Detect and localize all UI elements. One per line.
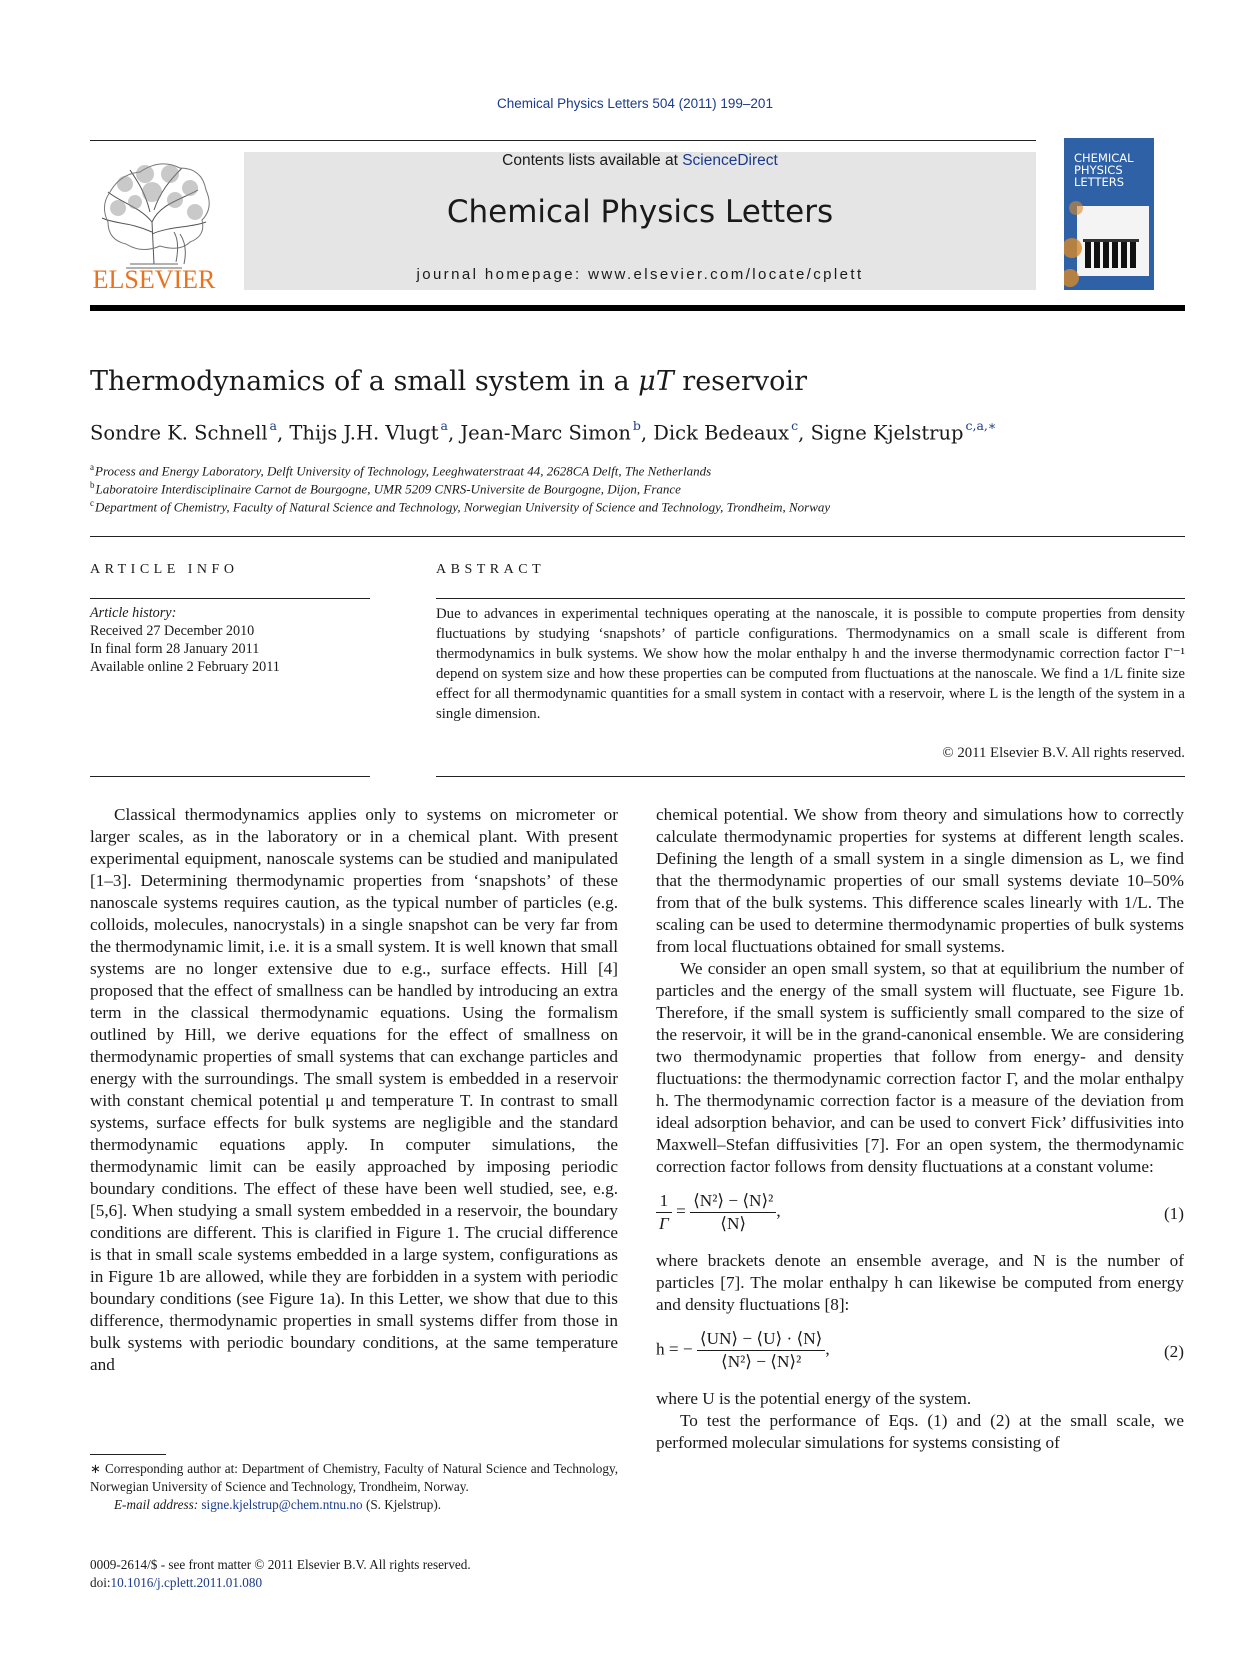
footnote-rule: [90, 1454, 166, 1455]
author-name: Signe Kjelstrup: [810, 421, 964, 445]
author-affiliation-mark[interactable]: b: [632, 418, 641, 433]
elsevier-logo: [90, 152, 218, 292]
cover-title: CHEMICAL PHYSICS LETTERS: [1074, 151, 1134, 189]
section-rule: [90, 536, 1185, 537]
abstract-bottom-rule: [436, 776, 1185, 777]
author-affiliation-mark[interactable]: c: [791, 418, 799, 433]
svg-text:ELSEVIER: ELSEVIER: [92, 265, 216, 292]
front-matter: [90, 1556, 471, 1592]
author-name: Jean-Marc Simon: [460, 421, 631, 445]
equation-2: h = − $\frac{⟨UN⟩ - ⟨U⟩ \cdot ⟨N⟩}{\text{⟨N²⟩ − ⟨N⟩²}}$ , (2): [656, 1329, 1184, 1371]
author-affiliation-mark[interactable]: a: [440, 418, 448, 433]
doi-link[interactable]: 10.1016/j.cplett.2011.01.080: [110, 1575, 263, 1590]
body-paragraph: where U is the potential energy of the system.: [656, 1389, 972, 1408]
author-list: Sondre K. Schnell $^a$, Thijs J.H. Vlugt $^a$, Jean-Marc Simon $^b$, Dick Bedeaux $^c$, Signe Kjelstrup $^{c,a,∗}$: [90, 418, 997, 445]
body-column-right: [656, 804, 1184, 1454]
affiliation-c: $^c$Department of Chemistry, Faculty of Natural Science and Technology, Norwegian University of Science and Technology, Trondheim, Norway: [90, 498, 831, 515]
article-title: Thermodynamics of a small system in a μT reservoir: [90, 366, 807, 397]
abstract-heading: ABSTRACT: [436, 562, 546, 577]
body-paragraph: where brackets denote an ensemble average, and N is the number of particles [7]. The molar enthalpy h can likewise be computed from energy and density fluctuations [8]:: [656, 1251, 1184, 1314]
body-paragraph: To test the performance of Eqs. (1) and (2) at the small scale, we performed molecular simulations for systems consisting of: [656, 1411, 1184, 1452]
article-history: [90, 604, 280, 676]
body-paragraph: We consider an open small system, so that at equilibrium the number of particles and the energy of the small system will fluctuate, see Figure 1b. Therefore, if the small system is sufficiently small compared to the size of the reservoir, it will be in the grand-canonical ensemble. We are considering two thermodynamic properties that follow from energy- and density fluctuations: the thermodynamic correction factor Γ, and the molar enthalpy h. The thermodynamic correction factor is a measure of the deviation from ideal adsorption behavior, and can be used to convert Fick’ diffusivities into Maxwell–Stefan diffusivities [7]. For an open system, the thermodynamic correction factor follows from density fluctuations at a constant volume:: [656, 959, 1184, 1176]
eq2-rhs: $\frac{⟨UN⟩ - ⟨U⟩ \cdot ⟨N⟩}{\text{⟨N²⟩ − ⟨N⟩²}}$: [697, 1328, 826, 1373]
email-link[interactable]: signe.kjelstrup@chem.ntnu.no: [201, 1497, 363, 1512]
history-online: Available online 2 February 2011: [90, 659, 280, 675]
equation-1-number[interactable]: (1): [1163, 1204, 1184, 1223]
sciencedirect-link[interactable]: ScienceDirect: [682, 152, 778, 169]
footnote: [90, 1460, 618, 1514]
corresponding-author-note: ∗ Corresponding author at: Department of Chemistry, Faculty of Natural Science and Technology, Norwegian University of Science and Technology, Trondheim, Norway.: [90, 1461, 618, 1494]
article-info-rule: [90, 598, 370, 599]
email-line: E-mail address: signe.kjelstrup@chem.ntnu.no (S. Kjelstrup).: [114, 1497, 442, 1512]
abstract-copyright: © 2011 Elsevier B.V. All rights reserved.: [942, 745, 1185, 761]
author-name: Thijs J.H. Vlugt: [289, 421, 439, 445]
journal-homepage[interactable]: journal homepage: www.elsevier.com/locate/cplett: [416, 266, 864, 283]
article-info-bottom-rule: [90, 776, 370, 777]
body-column-left: [90, 804, 618, 1376]
eq1-rhs: $\frac{\text{⟨N²⟩ − ⟨N⟩²}}{⟨N⟩}$: [690, 1190, 776, 1235]
article-history-label: Article history:: [90, 605, 177, 621]
journal-cover-thumbnail: [1064, 138, 1154, 290]
header-thick-rule: [90, 305, 1185, 311]
article-info-heading: ARTICLE INFO: [90, 562, 239, 577]
eq2-lhs: h = −: [656, 1339, 693, 1359]
equation-1: $\frac{1}{\Gamma}$ = $\frac{\text{⟨N²⟩ − ⟨N⟩²}}{⟨N⟩}$ , (1): [656, 1190, 1184, 1242]
journal-banner: [244, 152, 1036, 290]
doi-line: doi:10.1016/j.cplett.2011.01.080: [90, 1575, 263, 1590]
body-paragraph: chemical potential. We show from theory and simulations how to correctly calculate thermodynamic properties for systems at different length scales. Defining the length of a small system in a single dimension as L, we find that the thermodynamic properties of our small systems deviate 10–50% from that of the bulk systems. This difference scales linearly with 1/L. The scaling can be used to determine thermodynamic properties of bulk systems from local fluctuations obtained for small systems.: [656, 805, 1184, 956]
journal-title: Chemical Physics Letters: [446, 194, 834, 230]
history-final-form: In final form 28 January 2011: [90, 641, 260, 657]
history-received: Received 27 December 2010: [90, 623, 255, 639]
author-name: Sondre K. Schnell: [90, 421, 268, 445]
equation-2-number[interactable]: (2): [1163, 1342, 1184, 1361]
affiliation-a: $^a$Process and Energy Laboratory, Delft University of Technology, Leeghwaterstraat 44, 2628CA Delft, The Netherlands: [90, 462, 712, 479]
body-paragraph: Classical thermodynamics applies only to systems on micrometer or larger scales, as in the laboratory or in a chemical plant. With present experimental equipment, nanoscale systems can be studied and manipulated [1–3]. Determining thermodynamic properties from ‘snapshots’ of these nanoscale systems requires caution, as the typical number of particles (e.g. colloids, molecules, nanocrystals) in a single snapshot can be very far from the thermodynamic limit, i.e. it is a small system. It is well known that small systems are no longer extensive due to e.g., surface effects. Hill [4] proposed that the effect of smallness can be handled by introducing an extra term in the classical thermodynamic equations. Using the formalism outlined by Hill, we derive equations for the effect of smallness on thermodynamic properties of small systems that can exchange particles and energy with the surroundings. The small system is embedded in a reservoir with constant chemical potential μ and temperature T. In contrast to small systems, surface effects for bulk systems are negligible and the standard thermodynamic equations apply. In computer simulations, the thermodynamic limit can be easily approached by imposing periodic boundary conditions. The effect of these have been well studied, see, e.g. [5,6]. When studying a small system embedded in a reservoir, the boundary conditions are different. This is clarified in Figure 1. The crucial difference is that in small scale systems embedded in a large system, configurations as in Figure 1b are allowed, while they are forbidden in a system with periodic boundary conditions (see Figure 1a). In this Letter, we show that due to this difference, thermodynamic properties in small systems differ from those in bulk systems with periodic boundary conditions, at the same temperature and: [90, 805, 618, 1374]
affiliation-b: $^b$Laboratoire Interdisciplinaire Carnot de Bourgogne, UMR 5209 CNRS-Universite de Bourgogne, Dijon, France: [90, 480, 681, 497]
author-affiliation-mark[interactable]: c,a,∗: [965, 418, 997, 433]
author-name: Dick Bedeaux: [653, 421, 790, 445]
abstract-rule: [436, 598, 1185, 599]
contents-availability: [244, 152, 1036, 170]
front-matter-line: 0009-2614/$ - see front matter © 2011 Elsevier B.V. All rights reserved.: [90, 1557, 471, 1572]
header-rule: [90, 140, 1036, 141]
eq1-lhs: $\frac{1}{\Gamma}$: [656, 1190, 672, 1235]
author-affiliation-mark[interactable]: a: [269, 418, 277, 433]
abstract-text: Due to advances in experimental techniques operating at the nanoscale, it is possible to compute properties from density fluctuations by studying ‘snapshots’ of particle configurations. Thermodynamics on a small scale is different from thermodynamics in bulk systems. We show how the molar enthalpy h and the inverse thermodynamic correction factor Γ⁻¹ depend on system size and how these properties can be computed from fluctuations at the nanoscale. We find a 1/L finite size effect for all thermodynamic quantities for a small system in contact with a reservoir, where L is the length of the system in a single dimension.: [436, 606, 1185, 722]
journal-reference[interactable]: Chemical Physics Letters 504 (2011) 199–201: [497, 96, 773, 111]
contents-prefix: Contents lists available at: [502, 152, 683, 169]
